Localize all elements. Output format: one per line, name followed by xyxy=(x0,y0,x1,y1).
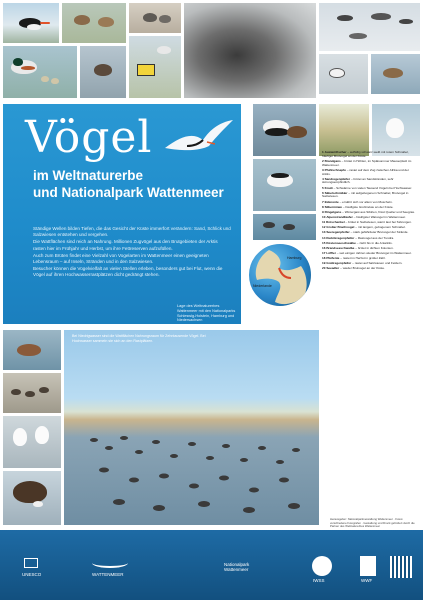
intro-paragraph: Ständige Wellen bilden Tiefen, die das Gesicht der Küste immerfort verändern: Sand, Schlick und Salzwiesen entstehen und vergehen. xyxy=(33,226,231,238)
bird-shape xyxy=(383,68,403,78)
list-item: 3 Pfuhlschnepfe – rastet auf dem Zug zwischen Afrika und der Arktis. xyxy=(322,167,409,176)
bird-shape xyxy=(159,15,171,23)
list-item: 7 Eiderente – ernährt sich vor allem von Muscheln. xyxy=(322,199,393,204)
list-item: 17 Löffler – seit einigen Jahren wieder Brutvogel im Wattenmeer. xyxy=(322,251,412,255)
bird-shape xyxy=(35,426,49,444)
flock-silhouettes xyxy=(64,330,319,525)
list-item: 18 Pfeifente – rastet im Herbst in großer Zahl. xyxy=(322,256,386,261)
bird-shape xyxy=(283,224,295,230)
intro-paragraph: Auch zum Brüten findet eine Vielzahl von Vogelarten im Wattenmeer einen geeigneten Lebensraum – auf Inseln, Stränden und in den Salzwiesen. xyxy=(33,252,209,265)
photo-eider xyxy=(253,104,316,156)
map-globe xyxy=(248,243,312,307)
photo-eagle xyxy=(3,471,61,525)
nationalpark-label: Nationalpark Wattenmeer xyxy=(224,562,250,572)
bird-shape xyxy=(337,15,353,21)
warning-sign xyxy=(137,64,155,76)
bird-shape xyxy=(41,76,49,82)
bird-shape xyxy=(371,13,391,20)
wwf-label: WWF xyxy=(361,578,373,583)
photo-wigeon xyxy=(3,330,61,370)
bird-shape xyxy=(25,391,35,397)
photo-sign xyxy=(129,36,181,98)
footer-strip xyxy=(0,530,423,600)
credits-text: Herausgeber: Nationalparkverwaltung Wattenmeer · Fotos: verschiedene Fotografen · Gestaltung und Druck gefördert durch die Partner des Weltnaturerbes Wattenmeer xyxy=(330,517,415,528)
bird-shape xyxy=(39,387,49,393)
hero-panel xyxy=(3,104,241,324)
list-item: 19 Goldregenpfeifer – rastet auf Salzwiesen und Feldern. xyxy=(322,261,403,266)
bird-shape xyxy=(94,64,112,76)
list-item: 14 Kiebitzregenpfeifer – Rastvogel aus der Tundra. xyxy=(322,235,395,240)
photo-plovers xyxy=(129,3,181,33)
bird-shape xyxy=(33,501,43,507)
list-item: 6 Säbelschnäbler – mit aufgebogenem Schnabel, Brutvogel in Salzwiesen. xyxy=(322,190,409,199)
intro-paragraph: Besucher können die Vogelvielfalt an vielen Stellen erleben, besonders gut bei Flut, wenn die Vögel auf ihren Hochwasserrastplätzen dicht gedrängt stehen. xyxy=(33,266,223,278)
bird-shape xyxy=(11,389,21,395)
bird-shape xyxy=(98,17,114,27)
list-item: 8 Silbermöwe – häufigste Großmöwe an der Küste. xyxy=(322,204,394,209)
map-icon xyxy=(249,244,312,307)
photo-caption: Bei Niedrigwasser sind die Wattflächen Nahrungsraum für Zehntausende Vögel. Bei Hochwasser sammeln sie sich an den Rastplätzen. xyxy=(72,334,206,343)
bird-shape xyxy=(13,428,27,446)
bird-shape xyxy=(21,66,35,70)
bird-shape xyxy=(40,22,50,24)
list-item: 2 Brandgans – brütet in Höhlen, im Spätsommer Mauserplatz im Wattenmeer. xyxy=(322,158,412,167)
bird-shape xyxy=(13,58,23,66)
list-item: 9 Ringelgans – Wintergast aus Sibirien, frisst Queller und Seegras. xyxy=(322,209,415,214)
iwss-logo xyxy=(312,556,332,576)
intro-paragraph: Die Wattflächen sind reich an Nahrung. Millionen Zugvögel aus den Brutgebieten der Arktis rasten hier im Frühjahr und Herbst, um ihre Fettreserven aufzufüllen. xyxy=(33,239,218,251)
unesco-label: UNESCO xyxy=(22,572,42,577)
photo-dunlins xyxy=(3,373,61,413)
list-item: 10 Alpenstrandläufer – häufigster Watvogel im Wattenmeer. xyxy=(322,215,406,220)
photo-shelducks xyxy=(3,46,77,98)
photo-flock xyxy=(184,3,316,98)
list-item: 20 Seeadler – wieder Brutvogel an der Küste. xyxy=(322,266,385,271)
page-subtitle xyxy=(33,167,233,201)
wwf-logo xyxy=(360,556,376,576)
subtitle-line-1: im Weltnaturerbe xyxy=(33,168,144,183)
photo-terns-flying xyxy=(319,3,420,51)
photo-mudflat-flock xyxy=(64,330,319,525)
photo-curlew xyxy=(371,54,420,94)
photo-oystercatcher xyxy=(3,3,59,43)
photo-knots xyxy=(80,46,126,98)
bird-shape xyxy=(143,13,157,22)
list-item: 4 Sandregenpfeifer – brütet an Sandstränden, sehr störungsempfindlich. xyxy=(322,176,394,185)
list-item: 13 Seeregenpfeifer – stark gefährdeter Brutvogel der Strände. xyxy=(322,230,409,235)
map-label-netherlands: Niederlande xyxy=(253,284,272,288)
list-item: 5 Knutt – Schwärme von vielen Tausend Vögeln bei Hochwasser. xyxy=(322,185,413,190)
qr-code xyxy=(390,556,412,578)
bird-shape xyxy=(51,78,59,84)
map-caption: Lage des Weltnaturerbes Wattenmeer mit den Nationalparks Schleswig-Holstein, Hamburg und Niedersachsen xyxy=(177,304,236,323)
list-item: 16 Brandseeschwalbe – brütet in dichten Kolonien. xyxy=(322,245,394,250)
bird-shape xyxy=(265,128,289,136)
wave-logo xyxy=(92,558,128,568)
list-item: 1 Austernfischer – auffällig schwarz-weiß mit rotem Schnabel, häufiger Brutvogel an der Küste. xyxy=(322,150,409,158)
wattenmeer-label: WATTENMEER xyxy=(92,572,124,577)
bird-shape xyxy=(329,68,345,78)
page-title: Vögel xyxy=(25,112,153,163)
bird-shape xyxy=(399,19,413,24)
photo-avocets-pair xyxy=(319,54,368,94)
photo-avocet xyxy=(253,159,316,211)
photo-spoonbills xyxy=(3,416,61,468)
iwss-label: IWSS xyxy=(313,578,325,583)
bird-shape xyxy=(271,173,289,178)
tern-icon xyxy=(163,118,235,164)
subtitle-line-2: und Nationalpark Wattenmeer xyxy=(33,185,224,200)
bird-shape xyxy=(17,344,41,356)
photo-godwits xyxy=(62,3,126,43)
bird-shape xyxy=(157,46,171,54)
bird-shape xyxy=(386,118,404,138)
unesco-logo xyxy=(24,558,38,568)
photo-sandpipers-water xyxy=(253,214,316,240)
list-item: 15 Küstenseeschwalbe – zieht bis in die Antarktis. xyxy=(322,240,393,245)
map-label-hamburg: Hamburg xyxy=(287,256,302,260)
bird-shape xyxy=(349,33,367,39)
bird-shape xyxy=(13,481,47,503)
bird-shape xyxy=(287,126,307,138)
bird-shape xyxy=(263,222,275,228)
list-item: 12 Großer Brachvogel – mit langem, gebogenem Schnabel. xyxy=(322,225,406,230)
bird-shape xyxy=(74,15,90,25)
tern-illustration xyxy=(163,118,235,164)
species-list xyxy=(322,148,418,508)
list-item: 11 Rotschenkel – brütet in Salzwiesen, warnt laut bei Störungen. xyxy=(322,220,412,225)
bird-shape xyxy=(27,24,41,30)
intro-text xyxy=(33,226,231,280)
